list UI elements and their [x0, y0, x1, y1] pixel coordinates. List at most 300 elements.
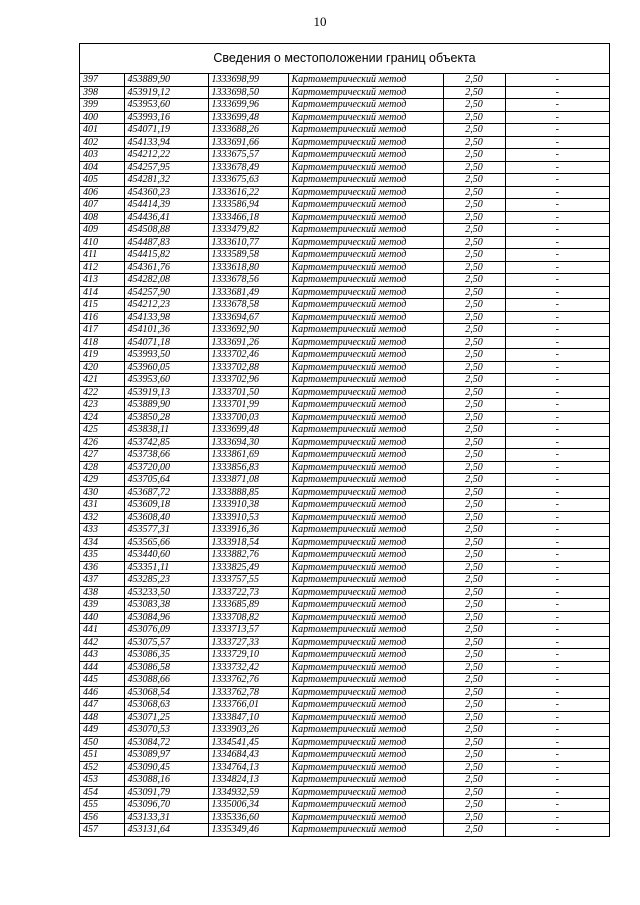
point-number: 402: [80, 136, 124, 149]
coordinate-x: 453993,50: [124, 349, 208, 362]
coordinate-x: 453285,23: [124, 574, 208, 587]
determination-method: Картометрический метод: [288, 74, 443, 86]
table-row: [80, 624, 609, 637]
point-description: -: [505, 261, 609, 274]
determination-method: Картометрический метод: [288, 736, 443, 749]
coordinate-x: 454436,41: [124, 211, 208, 224]
coordinate-y: 1333479,82: [208, 224, 288, 237]
point-description: -: [505, 424, 609, 437]
accuracy-value: 2,50: [443, 599, 505, 612]
table-row: [80, 136, 609, 149]
point-description: -: [505, 411, 609, 424]
point-description: -: [505, 649, 609, 662]
accuracy-value: 2,50: [443, 249, 505, 262]
point-description: -: [505, 786, 609, 799]
coordinate-y: 1333678,49: [208, 161, 288, 174]
point-number: 427: [80, 449, 124, 462]
determination-method: Картометрический метод: [288, 386, 443, 399]
coordinate-y: 1333586,94: [208, 199, 288, 212]
point-number: 447: [80, 699, 124, 712]
coordinate-y: 1333675,57: [208, 149, 288, 162]
point-number: 399: [80, 99, 124, 112]
coordinate-y: 1333589,58: [208, 249, 288, 262]
table-row: [80, 674, 609, 687]
table-row: [80, 649, 609, 662]
accuracy-value: 2,50: [443, 349, 505, 362]
determination-method: Картометрический метод: [288, 674, 443, 687]
point-number: 400: [80, 111, 124, 124]
point-number: 425: [80, 424, 124, 437]
accuracy-value: 2,50: [443, 424, 505, 437]
coordinate-y: 1335336,60: [208, 811, 288, 824]
accuracy-value: 2,50: [443, 186, 505, 199]
point-description: -: [505, 174, 609, 187]
coordinate-y: 1333713,57: [208, 624, 288, 637]
point-description: -: [505, 124, 609, 137]
table-row: [80, 761, 609, 774]
determination-method: Картометрический метод: [288, 811, 443, 824]
table-row: [80, 324, 609, 337]
determination-method: Картометрический метод: [288, 399, 443, 412]
determination-method: Картометрический метод: [288, 99, 443, 112]
coordinate-x: 453075,57: [124, 636, 208, 649]
determination-method: Картометрический метод: [288, 274, 443, 287]
coordinate-x: 453070,53: [124, 724, 208, 737]
table-row: [80, 386, 609, 399]
point-number: 443: [80, 649, 124, 662]
coordinate-y: 1333903,26: [208, 724, 288, 737]
table-title: Сведения о местоположении границ объекта: [80, 44, 609, 74]
table-row: [80, 99, 609, 112]
coordinate-y: 1333708,82: [208, 611, 288, 624]
table-row: [80, 149, 609, 162]
determination-method: Картометрический метод: [288, 561, 443, 574]
table-row: [80, 174, 609, 187]
point-description: -: [505, 561, 609, 574]
accuracy-value: 2,50: [443, 461, 505, 474]
determination-method: Картометрический метод: [288, 511, 443, 524]
coordinate-y: 1333698,99: [208, 74, 288, 86]
accuracy-value: 2,50: [443, 511, 505, 524]
table-row: [80, 536, 609, 549]
accuracy-value: 2,50: [443, 286, 505, 299]
point-description: -: [505, 661, 609, 674]
point-number: 405: [80, 174, 124, 187]
table-row: [80, 611, 609, 624]
coordinate-x: 454133,94: [124, 136, 208, 149]
coordinate-y: 1335006,34: [208, 799, 288, 812]
point-number: 416: [80, 311, 124, 324]
point-description: -: [505, 349, 609, 362]
accuracy-value: 2,50: [443, 74, 505, 86]
point-number: 429: [80, 474, 124, 487]
determination-method: Картометрический метод: [288, 161, 443, 174]
accuracy-value: 2,50: [443, 274, 505, 287]
point-number: 413: [80, 274, 124, 287]
coordinate-y: 1333701,50: [208, 386, 288, 399]
coordinate-y: 1333685,89: [208, 599, 288, 612]
determination-method: Картометрический метод: [288, 411, 443, 424]
accuracy-value: 2,50: [443, 474, 505, 487]
coordinate-y: 1333699,48: [208, 111, 288, 124]
determination-method: Картометрический метод: [288, 461, 443, 474]
point-description: -: [505, 74, 609, 86]
table-row: [80, 711, 609, 724]
point-number: 446: [80, 686, 124, 699]
accuracy-value: 2,50: [443, 261, 505, 274]
point-number: 457: [80, 824, 124, 836]
accuracy-value: 2,50: [443, 761, 505, 774]
coordinate-x: 453131,64: [124, 824, 208, 836]
coordinate-x: 454257,90: [124, 286, 208, 299]
point-description: -: [505, 499, 609, 512]
accuracy-value: 2,50: [443, 336, 505, 349]
accuracy-value: 2,50: [443, 124, 505, 137]
point-number: 415: [80, 299, 124, 312]
point-description: -: [505, 761, 609, 774]
accuracy-value: 2,50: [443, 649, 505, 662]
point-number: 424: [80, 411, 124, 424]
coordinate-x: 453440,60: [124, 549, 208, 562]
table-row: [80, 261, 609, 274]
table-row: [80, 786, 609, 799]
coordinate-y: 1333700,03: [208, 411, 288, 424]
coordinate-x: 453091,79: [124, 786, 208, 799]
determination-method: Картометрический метод: [288, 661, 443, 674]
coordinate-y: 1333722,73: [208, 586, 288, 599]
point-number: 433: [80, 524, 124, 537]
table-row: [80, 824, 609, 836]
determination-method: Картометрический метод: [288, 124, 443, 137]
accuracy-value: 2,50: [443, 499, 505, 512]
point-description: -: [505, 711, 609, 724]
table-row: [80, 574, 609, 587]
determination-method: Картометрический метод: [288, 586, 443, 599]
accuracy-value: 2,50: [443, 524, 505, 537]
coordinate-y: 1334932,59: [208, 786, 288, 799]
coordinate-x: 453083,38: [124, 599, 208, 612]
table-row: [80, 586, 609, 599]
coordinate-y: 1333678,56: [208, 274, 288, 287]
table-row: [80, 211, 609, 224]
accuracy-value: 2,50: [443, 661, 505, 674]
table-row: [80, 486, 609, 499]
coordinate-y: 1333871,08: [208, 474, 288, 487]
point-number: 434: [80, 536, 124, 549]
determination-method: Картометрический метод: [288, 361, 443, 374]
coordinates-table-body: [80, 74, 609, 836]
point-description: -: [505, 324, 609, 337]
table-row: [80, 811, 609, 824]
accuracy-value: 2,50: [443, 111, 505, 124]
point-number: 442: [80, 636, 124, 649]
point-number: 423: [80, 399, 124, 412]
coordinate-y: 1333861,69: [208, 449, 288, 462]
coordinate-x: 453742,85: [124, 436, 208, 449]
point-number: 445: [80, 674, 124, 687]
determination-method: Картометрический метод: [288, 636, 443, 649]
coordinate-y: 1333882,76: [208, 549, 288, 562]
determination-method: Картометрический метод: [288, 649, 443, 662]
coordinate-x: 453705,64: [124, 474, 208, 487]
point-description: -: [505, 611, 609, 624]
coordinate-y: 1333762,78: [208, 686, 288, 699]
determination-method: Картометрический метод: [288, 624, 443, 637]
determination-method: Картометрический метод: [288, 186, 443, 199]
table-row: [80, 749, 609, 762]
coordinate-y: 1333910,38: [208, 499, 288, 512]
coordinate-y: 1333618,80: [208, 261, 288, 274]
coordinate-x: 453687,72: [124, 486, 208, 499]
point-description: -: [505, 799, 609, 812]
determination-method: Картометрический метод: [288, 86, 443, 99]
coordinate-y: 1333694,30: [208, 436, 288, 449]
point-description: -: [505, 386, 609, 399]
accuracy-value: 2,50: [443, 324, 505, 337]
point-number: 452: [80, 761, 124, 774]
determination-method: Картометрический метод: [288, 474, 443, 487]
table-row: [80, 249, 609, 262]
coordinate-x: 453351,11: [124, 561, 208, 574]
point-description: -: [505, 636, 609, 649]
point-number: 453: [80, 774, 124, 787]
coordinate-x: 454071,19: [124, 124, 208, 137]
accuracy-value: 2,50: [443, 799, 505, 812]
table-row: [80, 286, 609, 299]
point-description: -: [505, 486, 609, 499]
coordinate-x: 453090,45: [124, 761, 208, 774]
point-description: -: [505, 599, 609, 612]
point-description: -: [505, 299, 609, 312]
determination-method: Картометрический метод: [288, 774, 443, 787]
point-description: -: [505, 286, 609, 299]
coordinate-y: 1333701,99: [208, 399, 288, 412]
determination-method: Картометрический метод: [288, 699, 443, 712]
point-number: 439: [80, 599, 124, 612]
coordinate-y: 1333762,76: [208, 674, 288, 687]
table-row: [80, 461, 609, 474]
point-number: 437: [80, 574, 124, 587]
point-number: 422: [80, 386, 124, 399]
determination-method: Картометрический метод: [288, 224, 443, 237]
accuracy-value: 2,50: [443, 311, 505, 324]
determination-method: Картометрический метод: [288, 249, 443, 262]
accuracy-value: 2,50: [443, 574, 505, 587]
table-row: [80, 161, 609, 174]
coordinate-y: 1333916,36: [208, 524, 288, 537]
table-row: [80, 774, 609, 787]
accuracy-value: 2,50: [443, 699, 505, 712]
accuracy-value: 2,50: [443, 674, 505, 687]
point-number: 450: [80, 736, 124, 749]
point-number: 403: [80, 149, 124, 162]
coordinate-y: 1333699,96: [208, 99, 288, 112]
coordinate-y: 1333691,26: [208, 336, 288, 349]
point-number: 414: [80, 286, 124, 299]
table-row: [80, 736, 609, 749]
table-row: [80, 524, 609, 537]
coordinate-y: 1333766,01: [208, 699, 288, 712]
coordinate-y: 1333729,10: [208, 649, 288, 662]
coordinate-y: 1333910,53: [208, 511, 288, 524]
point-description: -: [505, 536, 609, 549]
accuracy-value: 2,50: [443, 361, 505, 374]
coordinate-x: 454414,39: [124, 199, 208, 212]
table-row: [80, 661, 609, 674]
table-row: [80, 436, 609, 449]
table-row: [80, 599, 609, 612]
table-row: [80, 299, 609, 312]
coordinate-y: 1333888,85: [208, 486, 288, 499]
coordinate-x: 453086,35: [124, 649, 208, 662]
point-description: -: [505, 699, 609, 712]
point-number: 401: [80, 124, 124, 137]
determination-method: Картометрический метод: [288, 286, 443, 299]
coordinate-y: 1334541,45: [208, 736, 288, 749]
table-row: [80, 636, 609, 649]
coordinate-y: 1333678,58: [208, 299, 288, 312]
determination-method: Картометрический метод: [288, 711, 443, 724]
coordinate-x: 454361,76: [124, 261, 208, 274]
coordinate-x: 453068,63: [124, 699, 208, 712]
coordinate-x: 453953,60: [124, 99, 208, 112]
point-description: -: [505, 374, 609, 387]
point-description: -: [505, 274, 609, 287]
point-number: 398: [80, 86, 124, 99]
determination-method: Картометрический метод: [288, 786, 443, 799]
accuracy-value: 2,50: [443, 736, 505, 749]
determination-method: Картометрический метод: [288, 499, 443, 512]
table-row: [80, 399, 609, 412]
accuracy-value: 2,50: [443, 386, 505, 399]
table-row: [80, 361, 609, 374]
point-description: -: [505, 574, 609, 587]
point-description: -: [505, 311, 609, 324]
accuracy-value: 2,50: [443, 374, 505, 387]
coordinate-y: 1333466,18: [208, 211, 288, 224]
point-description: -: [505, 511, 609, 524]
accuracy-value: 2,50: [443, 811, 505, 824]
point-number: 408: [80, 211, 124, 224]
point-number: 440: [80, 611, 124, 624]
table-row: [80, 499, 609, 512]
coordinate-x: 453088,66: [124, 674, 208, 687]
determination-method: Картометрический метод: [288, 549, 443, 562]
accuracy-value: 2,50: [443, 536, 505, 549]
coordinate-y: 1335349,46: [208, 824, 288, 836]
point-description: -: [505, 186, 609, 199]
coordinate-x: 453233,50: [124, 586, 208, 599]
accuracy-value: 2,50: [443, 749, 505, 762]
point-description: -: [505, 774, 609, 787]
coordinate-x: 453076,09: [124, 624, 208, 637]
point-description: -: [505, 86, 609, 99]
accuracy-value: 2,50: [443, 99, 505, 112]
coordinate-x: 454360,23: [124, 186, 208, 199]
point-number: 412: [80, 261, 124, 274]
point-number: 436: [80, 561, 124, 574]
coordinate-x: 453993,16: [124, 111, 208, 124]
point-description: -: [505, 524, 609, 537]
accuracy-value: 2,50: [443, 549, 505, 562]
coordinate-x: 453071,25: [124, 711, 208, 724]
coordinate-x: 453096,70: [124, 799, 208, 812]
determination-method: Картометрический метод: [288, 536, 443, 549]
coordinate-y: 1333698,50: [208, 86, 288, 99]
determination-method: Картометрический метод: [288, 174, 443, 187]
coordinate-y: 1333681,49: [208, 286, 288, 299]
coordinate-y: 1333727,33: [208, 636, 288, 649]
coordinate-x: 454487,83: [124, 236, 208, 249]
determination-method: Картометрический метод: [288, 261, 443, 274]
accuracy-value: 2,50: [443, 774, 505, 787]
determination-method: Картометрический метод: [288, 136, 443, 149]
point-description: -: [505, 361, 609, 374]
page-number: 10: [313, 14, 327, 29]
determination-method: Картометрический метод: [288, 761, 443, 774]
determination-method: Картометрический метод: [288, 336, 443, 349]
point-description: -: [505, 399, 609, 412]
coordinate-x: 454101,36: [124, 324, 208, 337]
point-number: 409: [80, 224, 124, 237]
point-description: -: [505, 686, 609, 699]
table-row: [80, 511, 609, 524]
coordinates-table: [80, 74, 609, 836]
table-row: [80, 74, 609, 86]
table-row: [80, 274, 609, 287]
coordinate-x: 454281,32: [124, 174, 208, 187]
coordinate-x: 453889,90: [124, 399, 208, 412]
accuracy-value: 2,50: [443, 711, 505, 724]
table-row: [80, 236, 609, 249]
coordinate-x: 453084,72: [124, 736, 208, 749]
determination-method: Картометрический метод: [288, 799, 443, 812]
accuracy-value: 2,50: [443, 136, 505, 149]
table-row: [80, 549, 609, 562]
coordinate-x: 453838,11: [124, 424, 208, 437]
point-description: -: [505, 111, 609, 124]
coordinate-y: 1333702,96: [208, 374, 288, 387]
coordinate-y: 1333691,66: [208, 136, 288, 149]
point-description: -: [505, 199, 609, 212]
point-description: -: [505, 811, 609, 824]
coordinate-y: 1334684,43: [208, 749, 288, 762]
accuracy-value: 2,50: [443, 436, 505, 449]
accuracy-value: 2,50: [443, 449, 505, 462]
determination-method: Картометрический метод: [288, 349, 443, 362]
accuracy-value: 2,50: [443, 586, 505, 599]
table-row: [80, 124, 609, 137]
accuracy-value: 2,50: [443, 174, 505, 187]
point-number: 441: [80, 624, 124, 637]
point-number: 431: [80, 499, 124, 512]
table-row: [80, 374, 609, 387]
table-row: [80, 424, 609, 437]
determination-method: Картометрический метод: [288, 611, 443, 624]
accuracy-value: 2,50: [443, 86, 505, 99]
point-description: -: [505, 224, 609, 237]
coordinate-y: 1333702,46: [208, 349, 288, 362]
coordinate-x: 454133,98: [124, 311, 208, 324]
coordinate-x: 453565,66: [124, 536, 208, 549]
point-number: 444: [80, 661, 124, 674]
accuracy-value: 2,50: [443, 211, 505, 224]
accuracy-value: 2,50: [443, 611, 505, 624]
table-row: [80, 474, 609, 487]
determination-method: Картометрический метод: [288, 574, 443, 587]
coordinate-x: 454257,95: [124, 161, 208, 174]
point-number: 426: [80, 436, 124, 449]
